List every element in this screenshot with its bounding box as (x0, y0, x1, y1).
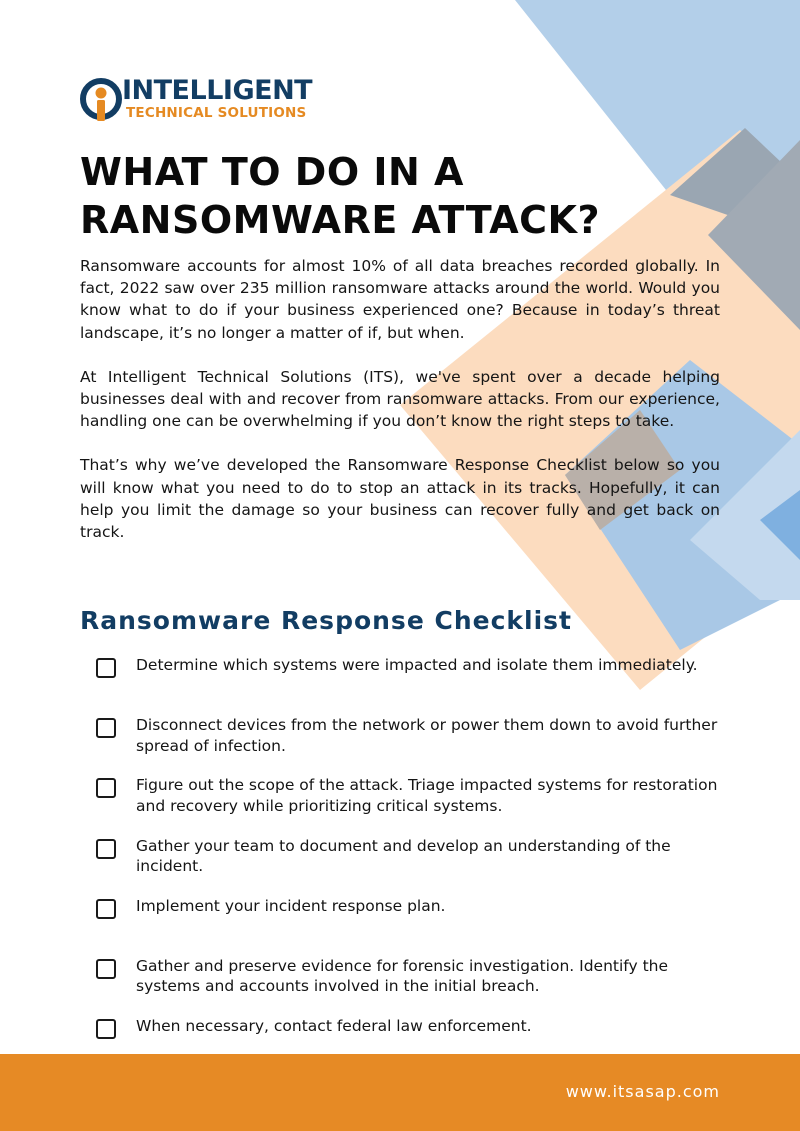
checklist-item (96, 775, 726, 835)
website-link[interactable]: www.itsasap.com (565, 1082, 720, 1101)
checklist-item (96, 836, 726, 896)
checklist-item-text: Implement your incident response plan. (136, 896, 446, 915)
checklist-item-text: When necessary, contact federal law enforcement. (136, 1017, 532, 1036)
footer-bar (0, 1054, 800, 1131)
intro-paragraph: That’s why we’ve developed the Ransomware Response Checklist below so you will know what you need to do to stop an attack in its tracks. Hopefully, it can help you limit the damage so your business can recover fully and get back on track. (80, 456, 720, 542)
its-logo-mark-icon (80, 78, 124, 122)
page-title-line2: RANSOMWARE ATTACK? (80, 198, 601, 242)
checkbox[interactable] (96, 1019, 116, 1039)
logo-name-line1: INTELLIGENT (122, 75, 313, 106)
checklist-title: Ransomware Response Checklist (80, 606, 572, 635)
checklist-item-text: Disconnect devices from the network or power them down to avoid further spread of infection. (136, 716, 718, 755)
checklist-item-text: Figure out the scope of the attack. Triage impacted systems for restoration and recovery while prioritizing critical systems. (136, 776, 718, 815)
checkbox[interactable] (96, 959, 116, 979)
checklist-item (96, 655, 726, 715)
checkbox[interactable] (96, 778, 116, 798)
checklist-item-text: Gather and preserve evidence for forensic investigation. Identify the systems and accounts involved in the initial breach. (136, 956, 669, 996)
checklist-item-text: Gather your team to document and develop an understanding of the incident. (136, 836, 671, 876)
intro-paragraph: At Intelligent Technical Solutions (ITS), we've spent over a decade helping businesses deal with and recover from ransomware attacks. From our experience, handling one can be overwhelming if you don’t know the right steps to take. (80, 367, 720, 431)
response-checklist (96, 655, 726, 1076)
intro-paragraph: Ransomware accounts for almost 10% of all data breaches recorded globally. In fact, 2022 saw over 235 million ransomware attacks around the world. Would you know what to do if your business experienced one? Because in today’s threat landscape, it’s no longer a matter of if, but when. (80, 257, 720, 342)
checklist-item-text: Determine which systems were impacted and isolate them immediately. (136, 656, 698, 674)
checklist-item (96, 896, 726, 956)
checkbox[interactable] (96, 718, 116, 738)
checklist-item (96, 715, 726, 775)
logo-name-line2: TECHNICAL SOLUTIONS (126, 105, 307, 121)
intro-text (80, 255, 720, 565)
page-title-line1: WHAT TO DO IN A (80, 150, 464, 194)
checklist-item (96, 956, 726, 1016)
checkbox[interactable] (96, 899, 116, 919)
checkbox[interactable] (96, 839, 116, 859)
checkbox[interactable] (96, 658, 116, 678)
page-title (80, 148, 720, 244)
